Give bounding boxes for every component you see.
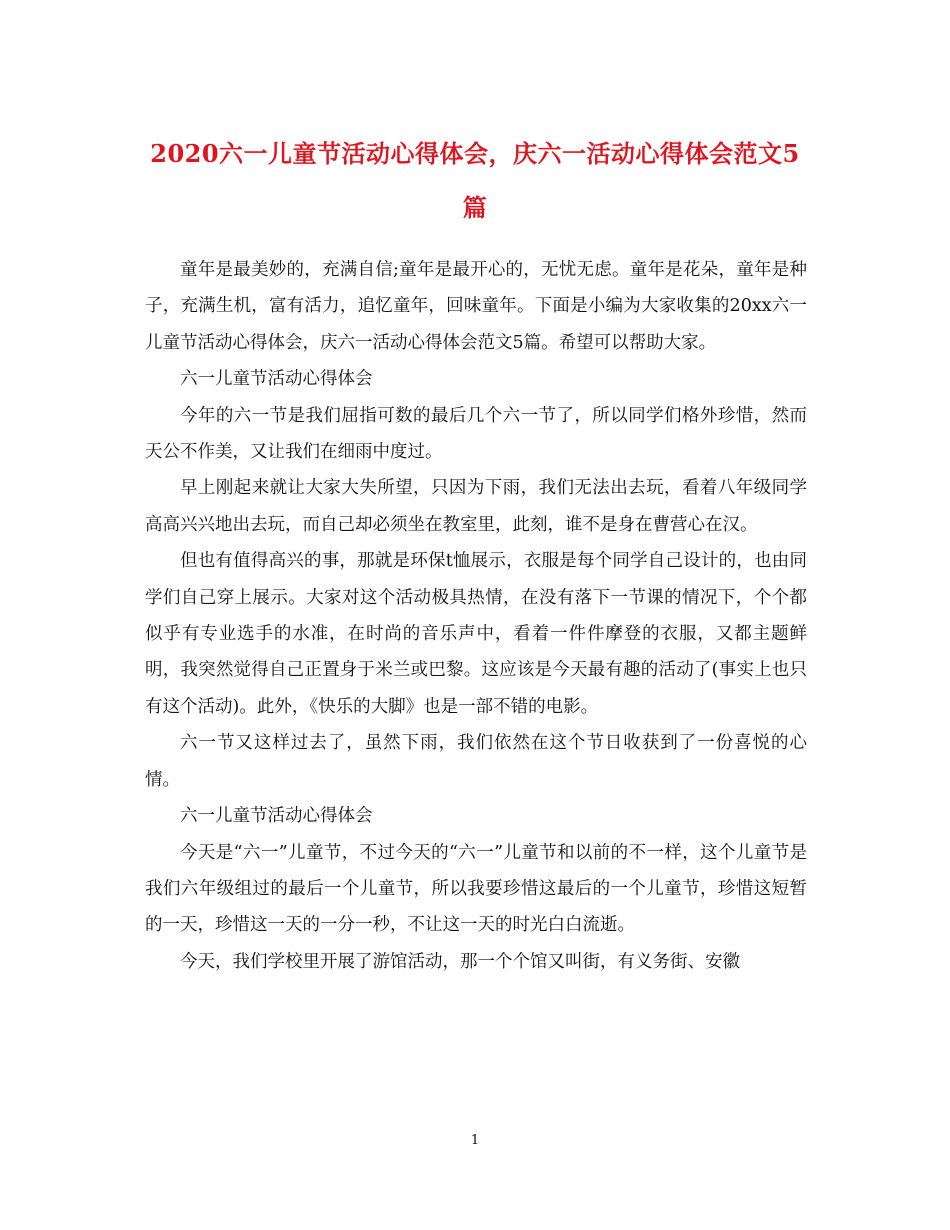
paragraph: 但也有值得高兴的事，那就是环保t恤展示，衣服是每个同学自己设计的，也由同学们自己穿上展示。大家对这个活动极具热情，在没有落下一节课的情况下，个个都似乎有专业选手的水准，在时尚的音乐声中，看着一件件摩登的衣服，又都主题鲜明，我突然觉得自己正置身于米兰或巴黎。这应该是今天最有趣的活动了(事实上也只有这个活动)。此外，《快乐的大脚》也是一部不错的电影。	[145, 551, 807, 717]
paragraph: 六一节又这样过去了，虽然下雨，我们依然在这个节日收获到了一份喜悦的心情。	[145, 733, 807, 790]
page-number: 1	[470, 1133, 480, 1148]
paragraph: 今年的六一节是我们屈指可数的最后几个六一节了，所以同学们格外珍惜，然而天公不作美，又让我们在细雨中度过。	[145, 405, 807, 463]
paragraph: 早上刚起来就让大家大失所望，只因为下雨，我们无法出去玩，看着八年级同学高高兴兴地出去玩，而自己却必须坐在教室里，此刻，谁不是身在曹营心在汉。	[145, 478, 807, 535]
paragraph-intro: 童年是最美妙的，充满自信;童年是最开心的，无忧无虑。童年是花朵，童年是种子，充满生机，富有活力，追忆童年，回味童年。下面是小编为大家收集的20xx六一儿童节活动心得体会，庆六一活动心得体会范文5篇。希望可以帮助大家。	[145, 260, 807, 353]
document-title: 2020六一儿童节活动心得体会，庆六一活动心得体会范文5篇	[150, 139, 800, 222]
section-heading-1: 六一儿童节活动心得体会	[180, 369, 373, 390]
document-body	[145, 252, 807, 980]
paragraph: 今天，我们学校里开展了游馆活动，那一个个馆又叫街，有义务街、安徽	[180, 951, 740, 972]
section-heading-2: 六一儿童节活动心得体会	[180, 806, 373, 827]
paragraph: 今天是“六一”儿童节，不过今天的“六一”儿童节和以前的不一样，这个儿童节是我们六年级组过的最后一个儿童节，所以我要珍惜这最后的一个儿童节，珍惜这短暂的一天，珍惜这一天的一分一秒，不让这一天的时光白白流逝。	[145, 842, 807, 936]
